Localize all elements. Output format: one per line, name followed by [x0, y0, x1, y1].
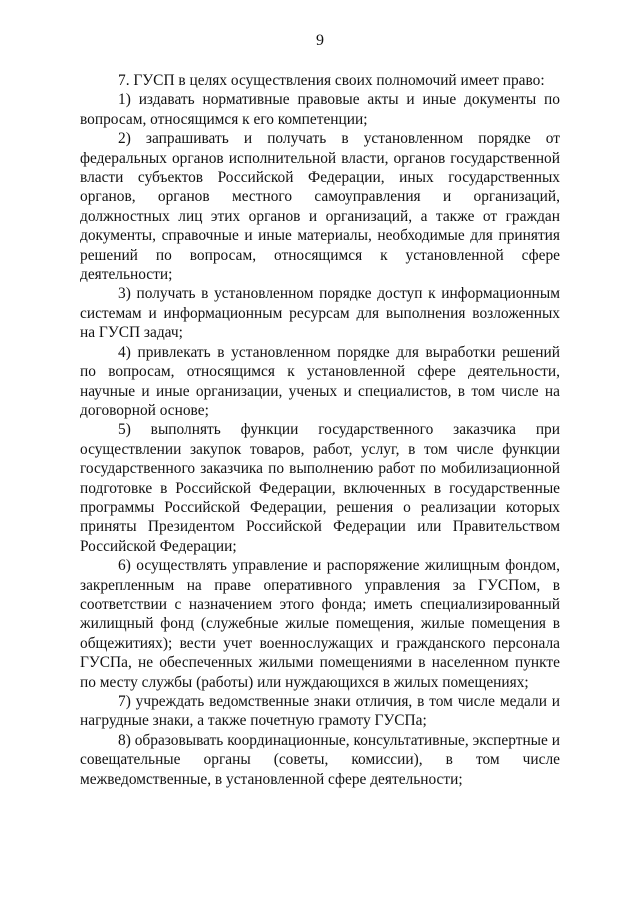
paragraph-item-7: 7) учреждать ведомственные знаки отличия, в том числе медали и нагрудные знаки, а также почетную грамоту ГУСПа; — [80, 693, 560, 730]
document-body — [80, 71, 560, 789]
paragraph-item-4: 4) привлекать в установленном порядке для выработки решений по вопросам, относящимся к установленной сфере деятельности, научные и иные организации, ученых и специалистов, в том числе на договорной основе; — [80, 343, 560, 419]
paragraph-intro: 7. ГУСП в целях осуществления своих полномочий имеет право: — [118, 72, 545, 89]
paragraph-item-8: 8) образовывать координационные, консультативные, экспертные и совещательные органы (советы, комиссии), в том числе межведомственные, в установленной сфере деятельности; — [80, 731, 560, 788]
page-number: 9 — [316, 32, 324, 49]
paragraph-item-6: 6) осуществлять управление и распоряжение жилищным фондом, закрепленным на праве оперативного управления за ГУСПом, в соответствии с назначением этого фонда; иметь специализированный жилищный фонд (служебные жилые помещения, жилые помещения в общежитиях); вести учет военнослужащих и гражданского персонала ГУСПа, не обеспеченных жилыми помещениями в населенном пункте по месту службы (работы) или нуждающихся в жилых помещениях; — [80, 557, 560, 691]
paragraph-item-1: 1) издавать нормативные правовые акты и иные документы по вопросам, относящимся к его компетенции; — [80, 91, 560, 128]
paragraph-item-5: 5) выполнять функции государственного заказчика при осуществлении закупок товаров, работ, услуг, в том числе функции государственного заказчика по выполнению работ по мобилизационной подготовке в Российской Федерации, включенных в государственные программы Российской Федерации, решения о реализации которых приняты Президентом Российской Федерации или Правительством Российской Федерации; — [80, 421, 560, 555]
paragraph-item-3: 3) получать в установленном порядке доступ к информационным системам и информационным ресурсам для выполнения возложенных на ГУСП задач; — [80, 285, 560, 342]
paragraph-item-2: 2) запрашивать и получать в установленном порядке от федеральных органов исполнительной власти, органов государственной власти субъектов Российской Федерации, иных государственных органов, органов местного самоуправления и организаций, должностных лиц этих органов и организаций, а также от граждан документы, справочные и иные материалы, необходимые для принятия решений по вопросам, относящимся к установленной сфере деятельности; — [80, 130, 560, 284]
